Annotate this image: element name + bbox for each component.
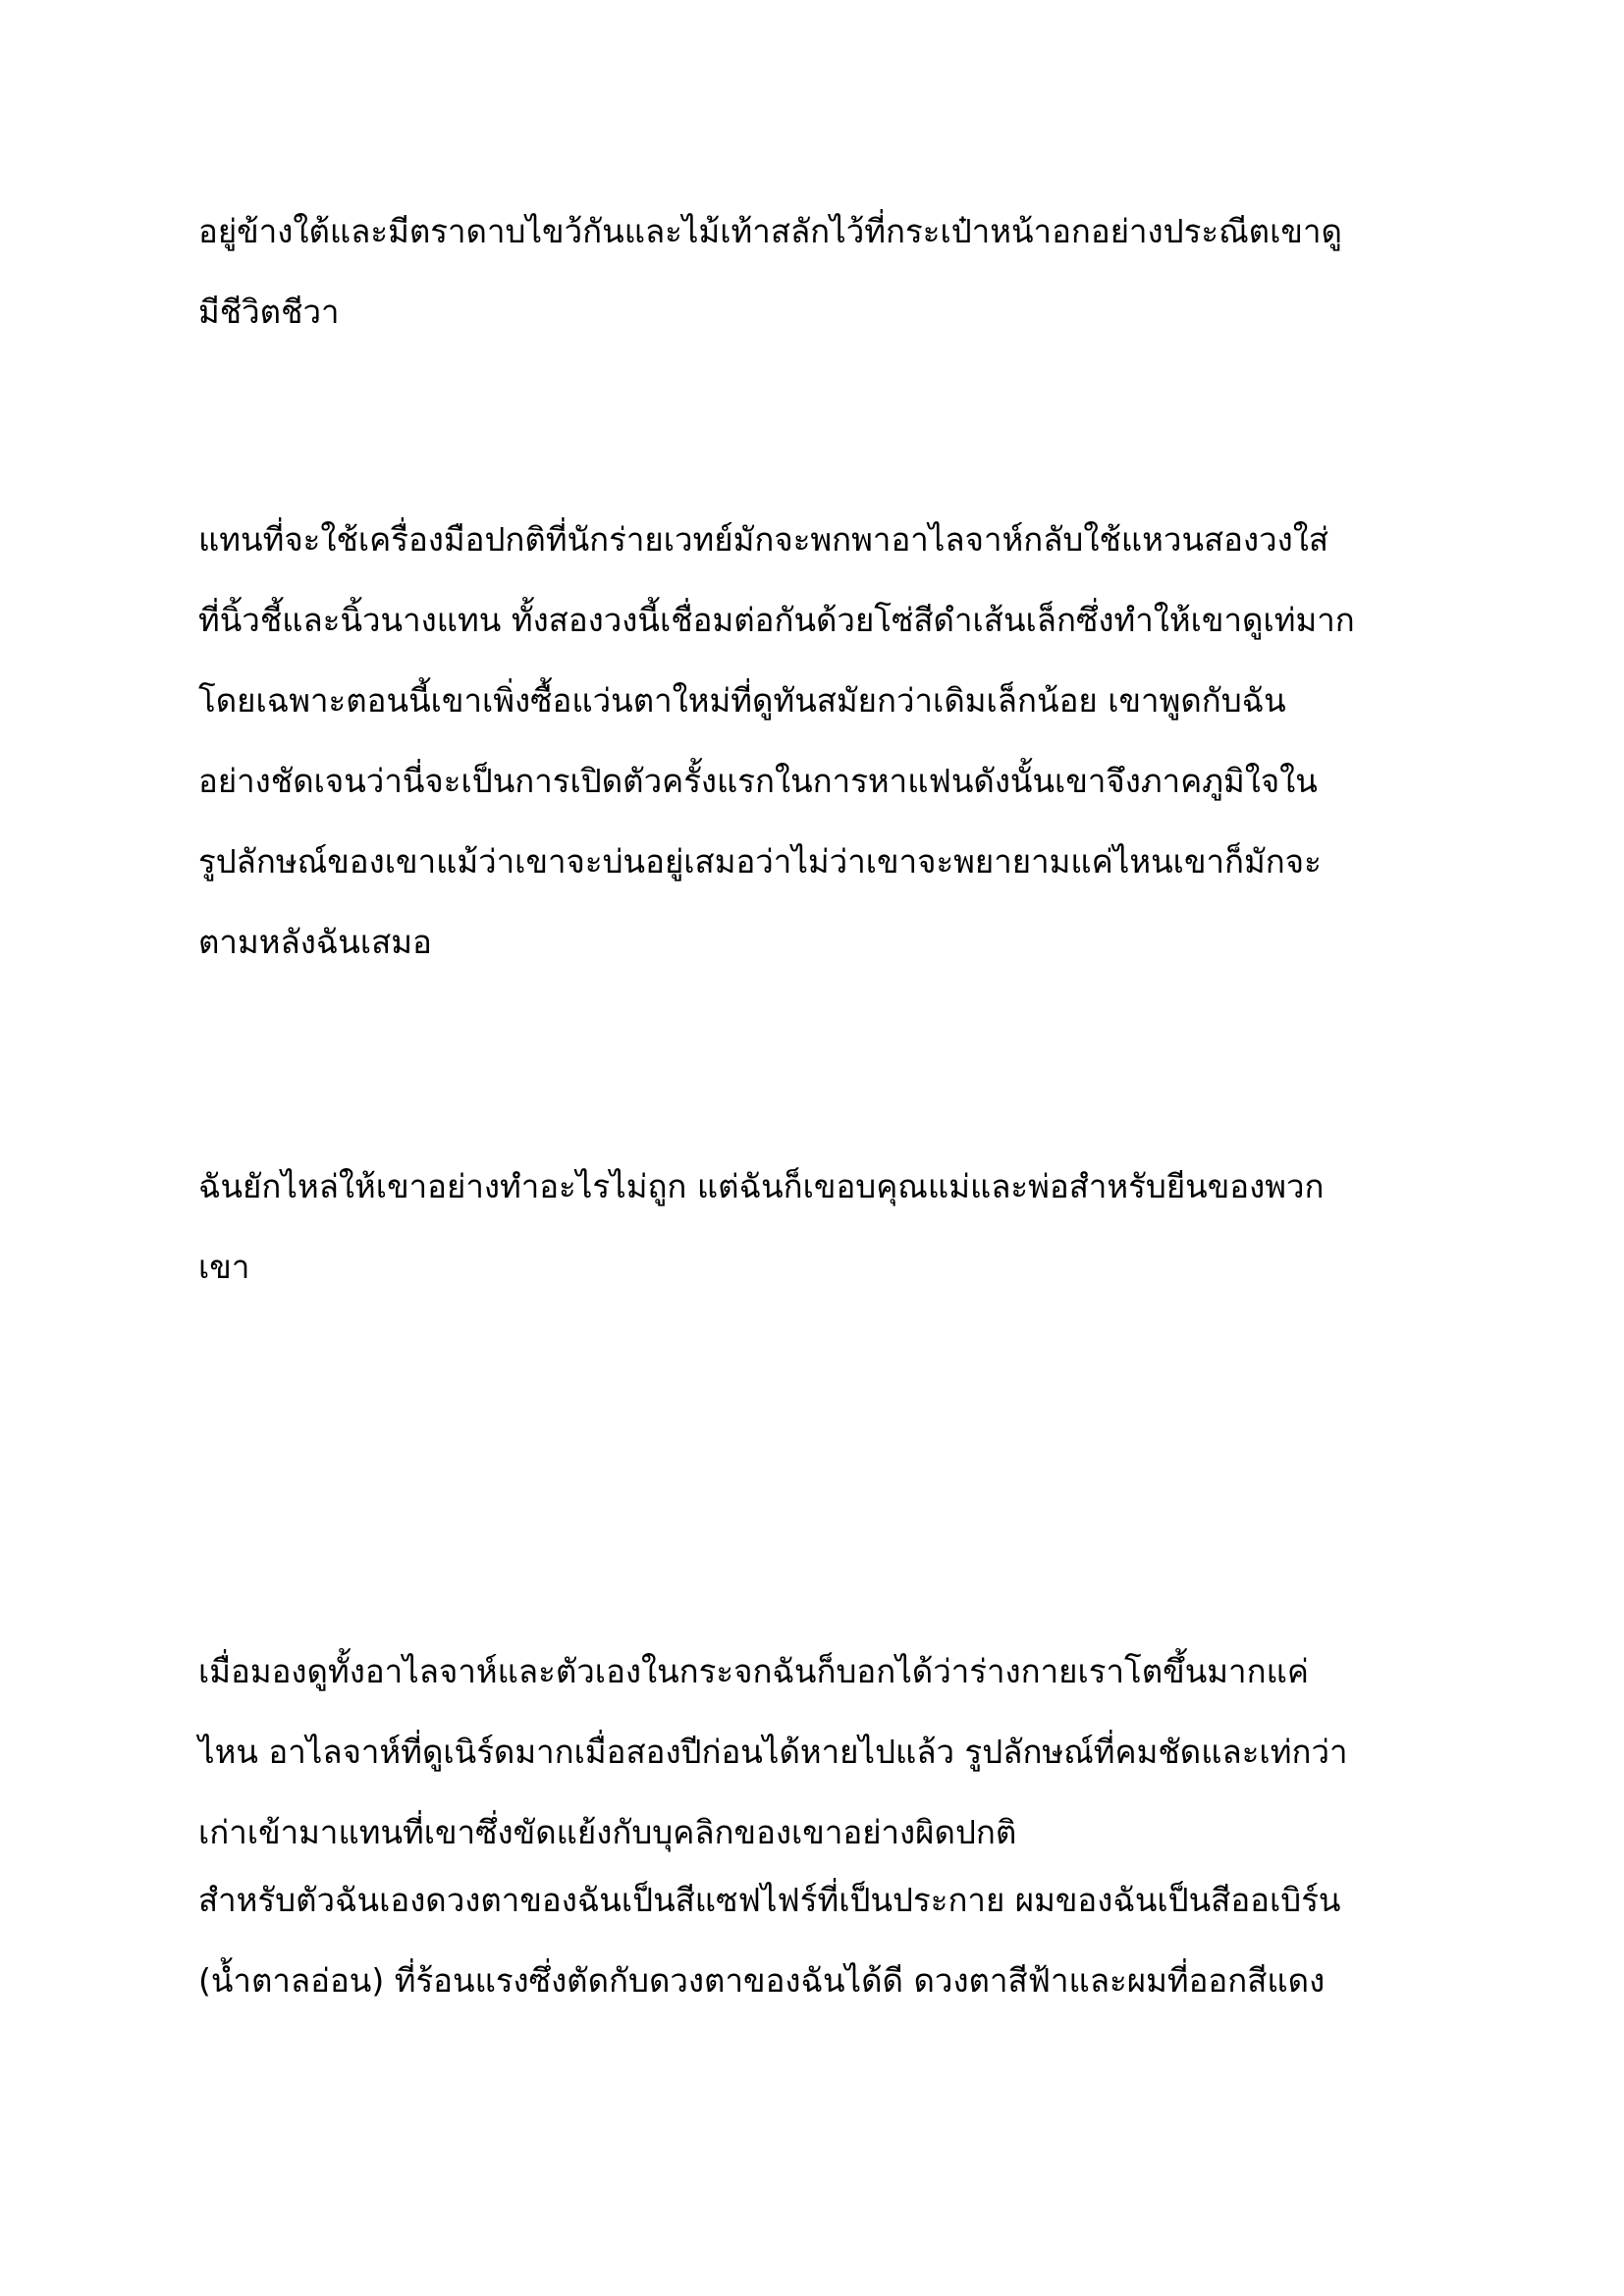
text-line: ไหน อาไลจาห์ที่ดูเนิร์ดมากเมื่อสองปีก่อนได้หายไปแล้ว รูปลักษณ์ที่คมชัดและเท่กว่า: [198, 1733, 1348, 1771]
text-line: โดยเฉพาะตอนนี้เขาเพิ่งซื้อแว่นตาใหม่ที่ดูทันสมัยกว่าเดิมเล็กน้อย เขาพูดกับฉัน: [198, 681, 1286, 720]
text-line: ตามหลังฉันเสมอ: [198, 923, 432, 961]
text-line: ที่นิ้วชี้และนิ้วนางแทน ทั้งสองวงนี้เชื่อมต่อกันด้วยโซ่สีดำเส้นเล็กซึ่งทำให้เขาดูเท่มาก: [198, 601, 1355, 639]
text-line: แทนที่จะใช้เครื่องมือปกติที่นักร่ายเวทย์มักจะพกพาอาไลจาห์กลับใช้แหวนสองวงใส่: [198, 520, 1328, 559]
paragraph-2: [198, 500, 1445, 983]
paragraph-1: [198, 191, 1445, 352]
text-line: รูปลักษณ์ของเขาแม้ว่าเขาจะบ่นอยู่เสมอว่าไม่ว่าเขาจะพยายามแค่ไหนเขาก็มักจะ: [198, 842, 1322, 881]
text-line: ฉันยักไหล่ให้เขาอย่างทำอะไรไม่ถูก แต่ฉันก็เขอบคุณแม่และพ่อสำหรับยีนของพวก: [198, 1167, 1325, 1205]
text-line: สำหรับตัวฉันเองดวงตาของฉันเป็นสีแซฟไฟร์ที่เป็นประกาย ผมของฉันเป็นสีออเบิร์น: [198, 1881, 1341, 1919]
text-line: มีชีวิตชีวา: [198, 293, 340, 331]
text-line: (น้ำตาลอ่อน) ที่ร้อนแรงซึ่งตัดกับดวงตาของฉันได้ดี ดวงตาสีฟ้าและผมที่ออกสีแดง: [198, 1961, 1326, 2000]
text-line: อย่างชัดเจนว่านี่จะเป็นการเปิดตัวครั้งแรกในการหาแฟนดังนั้นเขาจึงภาคภูมิใจใน: [198, 762, 1318, 800]
text-line: เมื่อมองดูทั้งอาไลจาห์และตัวเองในกระจกฉันก็บอกได้ว่าร่างกายเราโตขึ้นมากแค่: [198, 1652, 1309, 1690]
text-line: เขา: [198, 1248, 250, 1286]
text-line: อยู่ข้างใต้และมีตราดาบไขว้กันและไม้เท้าสลักไว้ที่กระเป๋าหน้าอกอย่างประณีตเขาดู: [198, 212, 1342, 250]
paragraph-3: [198, 1147, 1445, 1308]
text-line: เก่าเข้ามาแทนที่เขาซึ่งขัดแย้งกับบุคลิกของเขาอย่างผิดปกติ: [198, 1813, 1017, 1851]
paragraph-5: [198, 1860, 1445, 2021]
paragraph-4: [198, 1631, 1445, 1873]
